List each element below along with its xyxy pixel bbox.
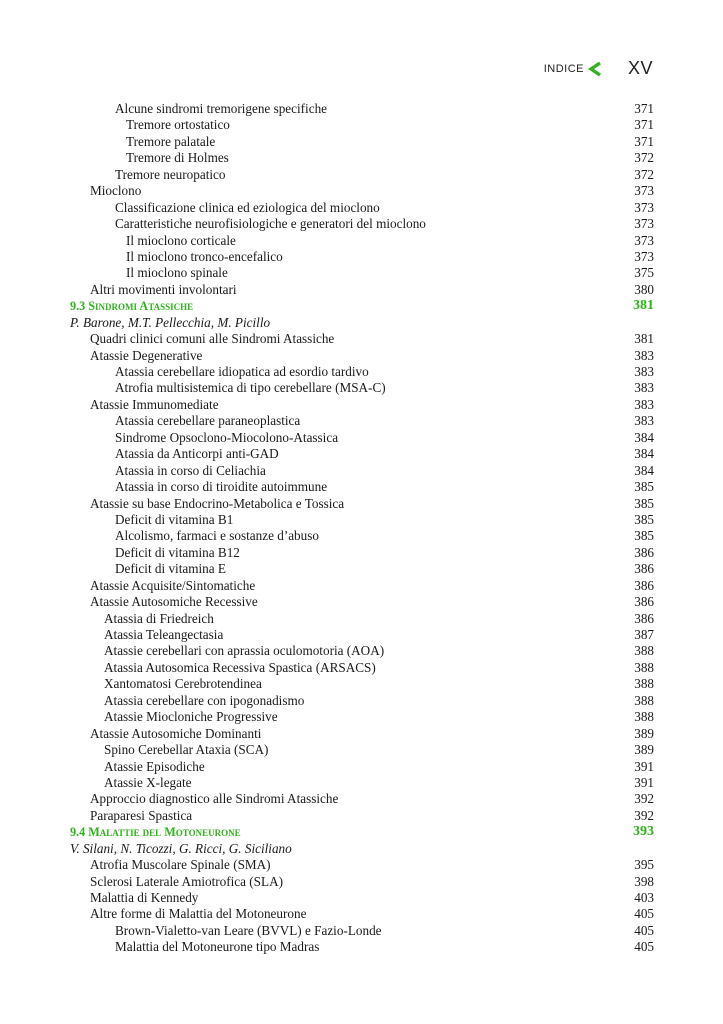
- toc-entry-page: 383: [634, 413, 654, 429]
- toc-entry-page: 373: [634, 199, 654, 215]
- toc-entry-title: Malattia di Kennedy: [90, 890, 199, 905]
- section-authors: [70, 841, 654, 857]
- toc-entry: [70, 200, 654, 216]
- toc-entry-page: 371: [634, 101, 654, 116]
- toc-entry: [70, 545, 654, 561]
- toc-entry-title: Atassia in corso di Celiachia: [115, 462, 266, 478]
- toc-entry-title: Sclerosi Laterale Amiotrofica (SLA): [90, 873, 283, 889]
- toc-entry: [70, 233, 654, 249]
- toc-entry-title: Tremore palatale: [126, 133, 216, 149]
- toc-entry-page: 405: [634, 939, 654, 955]
- toc-entry-title: Atassie Autosomiche Dominanti: [90, 725, 262, 741]
- toc-entry-title: Tremore neuropatico: [115, 166, 226, 182]
- toc-entry: [70, 101, 654, 117]
- toc-entry-page: 372: [634, 166, 654, 182]
- toc-entry-title: P. Barone, M.T. Pellecchia, M. Picillo: [70, 314, 271, 330]
- toc-entry-title: Atassia in corso di tiroidite autoimmune: [115, 479, 328, 495]
- toc-entry: [70, 775, 654, 791]
- toc-entry-page: 391: [634, 758, 654, 774]
- toc-entry-page: 385: [634, 511, 654, 527]
- toc-entry-title: Atassie su base Endocrino-Metabolica e Tossica: [90, 495, 345, 511]
- toc-entry: [70, 791, 654, 807]
- toc-entry: [70, 134, 654, 150]
- toc-entry-title: Atassie Autosomiche Recessive: [90, 594, 258, 610]
- toc-entry: [70, 808, 654, 824]
- toc-entry-title: Alcolismo, farmaci e sostanze d’abuso: [115, 528, 319, 544]
- toc-entry-page: 387: [634, 627, 654, 642]
- toc-entry: [70, 512, 654, 528]
- toc-entry-page: 386: [634, 594, 654, 610]
- toc-entry: [70, 709, 654, 725]
- toc-entry-page: 405: [634, 906, 654, 922]
- toc-entry-page: 388: [634, 676, 654, 692]
- toc-entry-page: 385: [634, 479, 654, 495]
- toc-entry: [70, 479, 654, 495]
- toc-entry-page: 386: [634, 610, 654, 626]
- toc-entry-page: 383: [634, 347, 654, 363]
- toc-entry: [70, 890, 654, 906]
- toc-entry: [70, 578, 654, 594]
- toc-entry-title: Atassia di Friedreich: [104, 610, 214, 626]
- toc-entry-page: 398: [634, 873, 654, 889]
- toc-entry-page: 392: [634, 807, 654, 823]
- toc-entry: [70, 117, 654, 133]
- toc-entry: [70, 265, 654, 281]
- toc-entry: [70, 923, 654, 939]
- toc-entry: [70, 446, 654, 462]
- toc-entry-page: 388: [634, 709, 654, 725]
- toc-entry-title: Quadri clinici comuni alle Sindromi Atassiche: [90, 331, 335, 347]
- toc-entry: [70, 726, 654, 742]
- toc-entry: [70, 906, 654, 922]
- toc-entry-page: 383: [634, 380, 654, 396]
- toc-entry-title: Sindrome Opsoclono-Miocolono-Atassica: [115, 429, 339, 445]
- toc-entry: [70, 397, 654, 413]
- toc-entry: [70, 150, 654, 166]
- toc-entry-page: 385: [634, 528, 654, 544]
- toc-entry-title: Atassia cerebellare idiopatica ad esordio tardivo: [115, 364, 369, 379]
- toc-entry-title: Brown-Vialetto-van Leare (BVVL) e Fazio-Londe: [115, 922, 382, 938]
- toc-entry-title: Approccio diagnostico alle Sindromi Atassiche: [90, 791, 339, 807]
- toc-entry-title: Atassia cerebellare con ipogonadismo: [104, 692, 305, 708]
- toc-entry-title: Alcune sindromi tremorigene specifiche: [115, 101, 328, 116]
- toc-entry: [70, 380, 654, 396]
- index-label: INDICE: [543, 62, 584, 75]
- toc-entry-page: 383: [634, 364, 654, 379]
- toc-entry-page: 384: [634, 429, 654, 445]
- toc-entry-title: Atassia Teleangectasia: [104, 627, 224, 642]
- toc-entry-title: Il mioclono corticale: [126, 232, 236, 248]
- toc-entry: [70, 874, 654, 890]
- toc-entry-title: Mioclono: [90, 183, 142, 199]
- toc-entry-title: Deficit di vitamina B12: [115, 544, 240, 560]
- toc-entry: [70, 348, 654, 364]
- toc-entry-page: 384: [634, 462, 654, 478]
- toc-entry-page: 388: [634, 659, 654, 675]
- toc-entry-title: Atassia Autosomica Recessiva Spastica (ARSACS): [104, 659, 376, 675]
- toc-entry-title: Xantomatosi Cerebrotendinea: [104, 676, 262, 692]
- toc-entry: [70, 496, 654, 512]
- page-number: XV: [627, 58, 653, 78]
- toc-entry-page: 371: [634, 133, 654, 149]
- toc-entry-title: Deficit di vitamina B1: [115, 511, 234, 527]
- toc-entry: [70, 167, 654, 183]
- toc-entry-page: 381: [634, 331, 654, 347]
- toc-entry-title: Atrofia multisistemica di tipo cerebellare (MSA-C): [115, 380, 386, 396]
- toc-entry: [70, 693, 654, 709]
- toc-entry: [70, 282, 654, 298]
- toc-entry: [70, 430, 654, 446]
- toc-entry-title: 9.3 Sindromi Atassiche: [70, 299, 194, 314]
- toc-entry: [70, 249, 654, 265]
- toc-entry-title: Tremore di Holmes: [126, 150, 229, 166]
- toc-entry-page: 371: [634, 117, 654, 133]
- toc-entry-page: 384: [634, 446, 654, 462]
- toc-entry-title: Paraparesi Spastica: [90, 807, 193, 823]
- toc-entry-title: Atassie Immunomediate: [90, 396, 219, 412]
- toc-entry-page: 386: [634, 577, 654, 593]
- toc-entry: [70, 611, 654, 627]
- toc-entry-title: Altri movimenti involontari: [90, 281, 237, 297]
- section-heading: [70, 298, 654, 314]
- toc-entry-page: 380: [634, 281, 654, 297]
- page-header: [544, 58, 653, 79]
- toc-entry-title: Deficit di vitamina E: [115, 561, 226, 577]
- toc-entry: [70, 528, 654, 544]
- toc-entry-page: 373: [634, 232, 654, 248]
- toc-entry-page: 388: [634, 643, 654, 659]
- toc-entry: [70, 660, 654, 676]
- toc-entry: [70, 183, 654, 199]
- toc-entry: [70, 643, 654, 659]
- toc-entry: [70, 857, 654, 873]
- toc-entry: [70, 939, 654, 955]
- toc-entry-title: Atassia da Anticorpi anti-GAD: [115, 446, 279, 462]
- toc-entry-page: 388: [634, 692, 654, 708]
- toc-entry-title: Atrofia Muscolare Spinale (SMA): [90, 857, 271, 873]
- toc-entry-title: Altre forme di Malattia del Motoneurone: [90, 906, 307, 922]
- toc-entry-page: 372: [634, 150, 654, 166]
- toc-entry: [70, 216, 654, 232]
- toc-entry-title: Atassie Miocloniche Progressive: [104, 709, 278, 725]
- toc-entry-page: 395: [634, 857, 654, 873]
- toc-entry-page: 389: [634, 742, 654, 758]
- toc-entry-page: 375: [634, 265, 654, 281]
- toc-entry-page: 393: [633, 824, 654, 840]
- toc-entry-title: Caratteristiche neurofisiologiche e generatori del mioclono: [115, 216, 426, 232]
- toc-entry-page: 373: [634, 183, 654, 199]
- toc-entry-title: Atassia cerebellare paraneoplastica: [115, 413, 301, 429]
- toc-entry-page: 392: [634, 791, 654, 807]
- toc-entry-title: Atassie Acquisite/Sintomatiche: [90, 577, 256, 593]
- toc-entry: [70, 364, 654, 380]
- toc-entry: [70, 759, 654, 775]
- toc-entry-page: 386: [634, 544, 654, 560]
- toc-entry: [70, 413, 654, 429]
- toc-entry: [70, 676, 654, 692]
- toc-entry-page: 385: [634, 495, 654, 511]
- toc-entry: [70, 627, 654, 643]
- toc-entry-title: Il mioclono spinale: [126, 265, 228, 281]
- toc-entry-page: 391: [634, 774, 654, 790]
- toc-entry: [70, 561, 654, 577]
- toc-entry-title: Atassie X-legate: [104, 774, 192, 790]
- toc-entry-page: 403: [634, 890, 654, 905]
- toc-entry-title: Tremore ortostatico: [126, 117, 230, 133]
- toc-entry-title: Atassie cerebellari con aprassia oculomotoria (AOA): [104, 643, 385, 659]
- toc-entry-page: 389: [634, 725, 654, 741]
- toc-entry-title: 9.4 Malattie del Motoneurone: [70, 825, 241, 840]
- toc-entry-title: Spino Cerebellar Ataxia (SCA): [104, 742, 269, 758]
- toc-entry-title: Atassie Episodiche: [104, 758, 205, 774]
- toc-entry: [70, 331, 654, 347]
- toc-entry-title: Il mioclono tronco-encefalico: [126, 248, 283, 264]
- toc-entry-title: Classificazione clinica ed eziologica del mioclono: [115, 199, 380, 215]
- toc-entry-page: 386: [634, 561, 654, 577]
- section-authors: [70, 315, 654, 331]
- toc-entry-page: 405: [634, 922, 654, 938]
- toc-entry: [70, 463, 654, 479]
- toc-entry-title: V. Silani, N. Ticozzi, G. Ricci, G. Siciliano: [70, 840, 292, 856]
- toc-entry-page: 381: [633, 298, 654, 314]
- table-of-contents: [70, 101, 654, 956]
- chevron-left-icon: [588, 61, 602, 77]
- toc-entry-title: Atassie Degenerative: [90, 347, 203, 363]
- section-heading: [70, 824, 654, 840]
- toc-entry-title: Malattia del Motoneurone tipo Madras: [115, 939, 320, 955]
- toc-entry-page: 383: [634, 396, 654, 412]
- toc-entry: [70, 742, 654, 758]
- toc-entry-page: 373: [634, 248, 654, 264]
- toc-entry: [70, 594, 654, 610]
- toc-entry-page: 373: [634, 216, 654, 232]
